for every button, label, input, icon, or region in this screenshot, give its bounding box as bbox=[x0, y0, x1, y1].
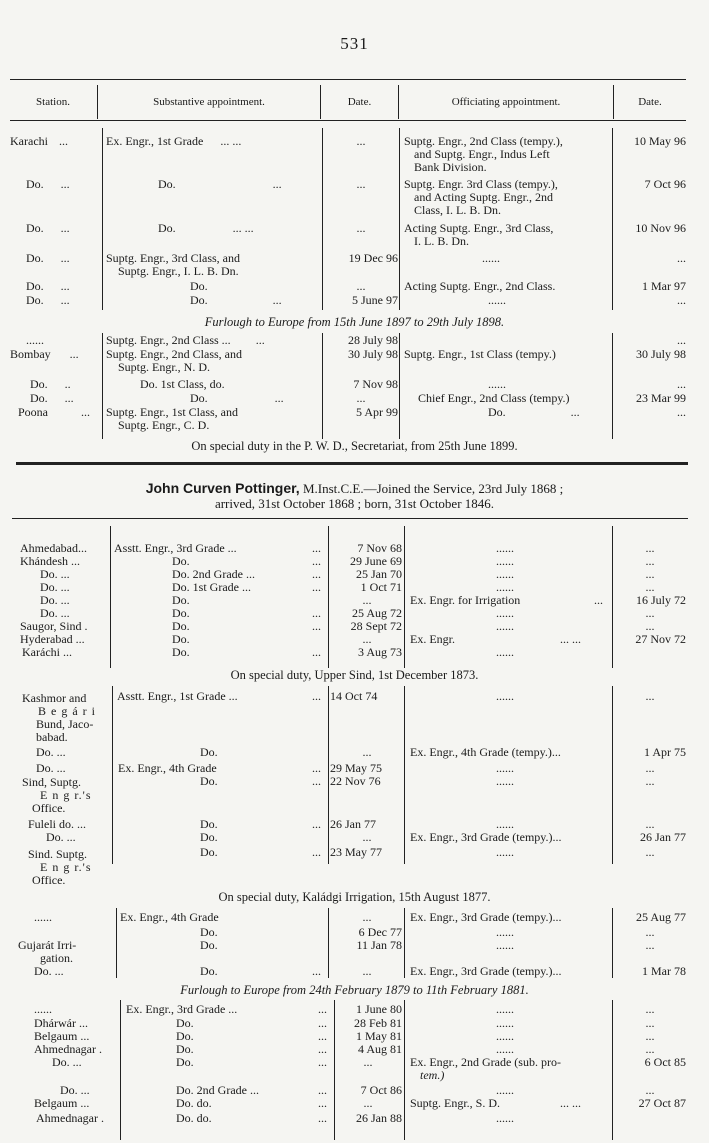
table-row bbox=[0, 1030, 709, 1042]
station-cell: ...... bbox=[34, 910, 52, 924]
date-cell: 11 Jan 78 bbox=[356, 938, 402, 952]
officiating-cell: ...... bbox=[496, 925, 514, 939]
dots: ... bbox=[318, 1055, 327, 1069]
table-row bbox=[0, 1003, 709, 1015]
station-cell: Do. ... bbox=[46, 830, 76, 844]
station-cell: Do. ... bbox=[36, 745, 66, 759]
date-cell: ... bbox=[645, 938, 655, 952]
substantive-cell: Do. 1st Grade ... bbox=[172, 580, 251, 594]
station-line: B e g á r i bbox=[38, 704, 96, 718]
officiating-line: I. L. B. Dn. bbox=[414, 234, 469, 248]
date-cell: ... bbox=[645, 1042, 655, 1056]
substantive-cell: Do. bbox=[200, 817, 218, 831]
date-cell: 23 Mar 99 bbox=[636, 391, 686, 405]
date-cell: 16 July 72 bbox=[635, 593, 686, 607]
substantive-cell: Asstt. Engr., 3rd Grade ... bbox=[114, 541, 237, 555]
officiating-line: tem.) bbox=[420, 1068, 445, 1082]
officiating-cell: ...... bbox=[496, 567, 514, 581]
special-duty-note: On special duty, Kaládgi Irrigation, 15th August 1877. bbox=[218, 890, 491, 904]
substantive-line: Suptg. Engr., C. D. bbox=[118, 418, 210, 432]
date-cell: ... bbox=[677, 377, 686, 391]
dots: ... bbox=[312, 580, 321, 594]
date-cell: ... bbox=[645, 606, 655, 620]
date-cell: 5 June 97 bbox=[352, 293, 398, 307]
table-row bbox=[0, 178, 709, 190]
table-row bbox=[0, 1043, 709, 1055]
header-date-1: Date. bbox=[347, 96, 372, 108]
date-cell: ... bbox=[356, 279, 366, 293]
officiating-line: Class, I. L. B. Dn. bbox=[414, 203, 501, 217]
dots: ... bbox=[312, 689, 321, 703]
dots: ... bbox=[318, 1111, 327, 1125]
officiating-line: and Acting Suptg. Engr., 2nd bbox=[414, 190, 553, 204]
date-cell: 5 Apr 99 bbox=[356, 405, 398, 419]
station-line: Bund, Jaco- bbox=[36, 717, 94, 731]
date-cell: 26 Jan 88 bbox=[356, 1111, 402, 1125]
station-cell: Khándesh ... bbox=[20, 554, 80, 568]
dots: ... bbox=[312, 567, 321, 581]
station-cell: Do. ... bbox=[34, 964, 64, 978]
dots: ... bbox=[312, 619, 321, 633]
dots: ... bbox=[594, 593, 603, 607]
date-cell: 10 May 96 bbox=[634, 134, 686, 148]
table-row bbox=[0, 762, 709, 774]
station-cell: Do. ... bbox=[52, 1055, 82, 1069]
officiating-cell: ...... bbox=[496, 554, 514, 568]
table-row bbox=[0, 746, 709, 758]
dots: ... bbox=[312, 774, 321, 788]
date-cell: ... bbox=[362, 830, 372, 844]
substantive-cell: Do. bbox=[172, 606, 190, 620]
special-duty-note: On special duty, Upper Sind, 1st December 1873. bbox=[230, 668, 479, 682]
table-row bbox=[0, 939, 709, 951]
date-cell: ... bbox=[362, 910, 372, 924]
station-line: Office. bbox=[32, 873, 66, 887]
station-line: E n g r.'s bbox=[40, 860, 92, 874]
station-cell: Do. ... bbox=[30, 391, 74, 405]
station-cell: Saugor, Sind . bbox=[20, 619, 88, 633]
station-cell: Do. ... bbox=[26, 221, 70, 235]
station-cell: ...... bbox=[26, 333, 44, 347]
date-cell: 30 July 98 bbox=[635, 347, 686, 361]
date-cell: ... bbox=[356, 391, 366, 405]
substantive-cell: Suptg. Engr., 3rd Class, and bbox=[106, 251, 240, 265]
station-cell: Ahmednagar . bbox=[34, 1042, 102, 1056]
date-cell: 1 Mar 97 bbox=[642, 279, 686, 293]
substantive-cell: Do. bbox=[190, 279, 208, 293]
officiating-cell: ...... bbox=[496, 1029, 514, 1043]
officer-separator bbox=[16, 462, 688, 465]
substantive-cell: Suptg. Engr., 2nd Class ... ... bbox=[106, 333, 265, 347]
officiating-cell: Ex. Engr. bbox=[410, 632, 455, 646]
substantive-cell: Do. bbox=[172, 632, 190, 646]
substantive-cell: Suptg. Engr., 1st Class, and bbox=[106, 405, 239, 419]
table-row bbox=[0, 646, 709, 658]
date-cell: ... bbox=[363, 1096, 373, 1110]
table-row bbox=[0, 620, 709, 632]
date-cell: 6 Oct 85 bbox=[644, 1055, 686, 1069]
header-substantive: Substantive appointment. bbox=[153, 96, 265, 108]
substantive-cell: Do. bbox=[200, 938, 218, 952]
officer-title: M.Inst.C.E.—Joined the Service, 23rd July 1868 ; bbox=[302, 481, 564, 496]
officiating-cell: Suptg. Engr., S. D. bbox=[410, 1096, 501, 1110]
officiating-cell: ...... bbox=[496, 619, 514, 633]
officiating-cell: ...... bbox=[488, 293, 506, 307]
officiating-cell: ...... bbox=[496, 817, 514, 831]
substantive-cell: Do. bbox=[172, 619, 190, 633]
station-cell: Fuleli do. ... bbox=[28, 817, 87, 831]
officiating-cell: ...... bbox=[496, 606, 514, 620]
dots: ... bbox=[312, 554, 321, 568]
table-row bbox=[0, 818, 709, 830]
station-cell: Do. ... bbox=[26, 279, 70, 293]
officiating-line: and Suptg. Engr., Indus Left bbox=[414, 147, 550, 161]
page-number: 531 bbox=[340, 34, 369, 53]
dots: ... bbox=[312, 761, 321, 775]
table-row bbox=[0, 392, 709, 404]
substantive-cell: Ex. Engr., 4th Grade bbox=[120, 910, 219, 924]
officiating-cell: ...... bbox=[488, 377, 506, 391]
station-line: Gujarát Irri- bbox=[18, 938, 77, 952]
officer-heading bbox=[0, 480, 709, 497]
substantive-cell: Do. bbox=[200, 925, 218, 939]
officer-rule bbox=[12, 518, 688, 519]
station-cell: Belgaum ... bbox=[34, 1096, 90, 1110]
officiating-cell: Acting Suptg. Engr., 2nd Class. bbox=[404, 279, 556, 293]
table-row bbox=[0, 581, 709, 593]
table-row bbox=[0, 294, 709, 306]
substantive-line: Suptg. Engr., N. D. bbox=[118, 360, 211, 374]
substantive-cell: Do. bbox=[200, 845, 218, 859]
substantive-cell: Do. bbox=[176, 1042, 194, 1056]
table-row bbox=[0, 280, 709, 292]
officiating-cell: ...... bbox=[496, 1111, 514, 1125]
table-row bbox=[0, 542, 709, 554]
date-cell: ... bbox=[645, 1083, 655, 1097]
date-cell: ... bbox=[645, 554, 655, 568]
dots: ... bbox=[312, 964, 321, 978]
substantive-cell: Do. bbox=[176, 1016, 194, 1030]
table-row bbox=[0, 1084, 709, 1096]
station-cell: Do. ... bbox=[36, 761, 66, 775]
date-cell: 25 Aug 77 bbox=[635, 910, 686, 924]
substantive-cell: Do. bbox=[200, 745, 218, 759]
station-cell: Do. ... bbox=[40, 580, 70, 594]
dots: ... bbox=[318, 1042, 327, 1056]
officiating-cell: ...... bbox=[496, 645, 514, 659]
table-row bbox=[0, 135, 709, 147]
date-cell: ... bbox=[645, 845, 655, 859]
station-line: Office. bbox=[32, 801, 66, 815]
officiating-line: Suptg. Engr., 2nd Class (tempy.), bbox=[404, 134, 563, 148]
substantive-cell: Ex. Engr., 3rd Grade ... bbox=[126, 1002, 238, 1016]
officiating-cell: Ex. Engr., 3rd Grade (tempy.)... bbox=[410, 964, 562, 978]
table-row bbox=[0, 1056, 709, 1068]
date-cell: 27 Nov 72 bbox=[635, 632, 686, 646]
table-row bbox=[0, 607, 709, 619]
date-cell: 19 Dec 96 bbox=[348, 251, 398, 265]
officiating-cell: ...... bbox=[496, 1016, 514, 1030]
station-cell: Do. ... bbox=[40, 593, 70, 607]
officiating-cell: ...... bbox=[496, 541, 514, 555]
substantive-cell: Do. 1st Class, do. bbox=[140, 377, 225, 391]
substantive-cell: Do. ... bbox=[190, 293, 282, 307]
substantive-cell: Do. bbox=[172, 554, 190, 568]
date-cell: ... bbox=[362, 964, 372, 978]
officiating-cell: Ex. Engr., 3rd Grade (tempy.)... bbox=[410, 910, 562, 924]
dots: ... bbox=[312, 606, 321, 620]
date-cell: 4 Aug 81 bbox=[357, 1042, 402, 1056]
officiating-cell: Ex. Engr. for Irrigation bbox=[410, 593, 521, 607]
substantive-cell: Do. bbox=[172, 593, 190, 607]
dots: ... bbox=[318, 1016, 327, 1030]
date-cell: ... bbox=[356, 221, 366, 235]
substantive-cell: Suptg. Engr., 2nd Class, and bbox=[106, 347, 243, 361]
station-cell: Do. ... bbox=[26, 177, 70, 191]
date-cell: ... bbox=[677, 293, 686, 307]
dots: ... ... bbox=[560, 1096, 581, 1110]
date-cell: ... bbox=[645, 689, 655, 703]
table-row bbox=[0, 845, 709, 861]
substantive-cell: Do. bbox=[200, 774, 218, 788]
substantive-cell: Asstt. Engr., 1st Grade ... bbox=[117, 689, 238, 703]
officiating-cell: Do. ... bbox=[488, 405, 580, 419]
dots: ... bbox=[318, 1029, 327, 1043]
station-cell: Hyderabad ... bbox=[20, 632, 85, 646]
date-cell: ... bbox=[645, 619, 655, 633]
officiating-cell: ...... bbox=[496, 689, 514, 703]
date-cell: 29 May 75 bbox=[330, 761, 382, 775]
dots: ... bbox=[318, 1096, 327, 1110]
officiating-cell: ...... bbox=[496, 938, 514, 952]
dots: ... bbox=[312, 817, 321, 831]
date-cell: ... bbox=[645, 541, 655, 555]
substantive-cell: Do. ... bbox=[190, 391, 284, 405]
date-cell: 14 Oct 74 bbox=[330, 689, 378, 703]
date-cell: ... bbox=[645, 761, 655, 775]
officiating-cell: ...... bbox=[496, 1042, 514, 1056]
substantive-cell: Ex. Engr., 1st Grade ... ... bbox=[106, 134, 242, 148]
station-cell: Karáchi ... bbox=[22, 645, 72, 659]
officer-name: John Curven Pottinger, bbox=[145, 480, 300, 496]
date-cell: 30 July 98 bbox=[347, 347, 398, 361]
date-cell: 29 June 69 bbox=[350, 554, 402, 568]
station-cell: Do. ... bbox=[40, 606, 70, 620]
substantive-cell: Do. ... ... bbox=[158, 221, 254, 235]
date-cell: ... bbox=[677, 405, 686, 419]
table-row bbox=[0, 911, 709, 923]
date-cell: 26 Jan 77 bbox=[330, 817, 376, 831]
station-line: Kashmor and bbox=[22, 691, 87, 705]
station-cell: Ahmednagar . bbox=[36, 1111, 104, 1125]
officiating-cell: ...... bbox=[496, 774, 514, 788]
dots: ... bbox=[318, 1083, 327, 1097]
table-row bbox=[0, 222, 709, 234]
table-row bbox=[0, 252, 709, 264]
table-row bbox=[0, 334, 709, 346]
date-cell: ... bbox=[362, 632, 372, 646]
substantive-cell: Do. bbox=[172, 645, 190, 659]
station-cell: Do. ... bbox=[26, 293, 70, 307]
station-cell: Poona ... bbox=[18, 405, 90, 419]
station-cell: ...... bbox=[34, 1002, 52, 1016]
substantive-cell: Do. bbox=[200, 830, 218, 844]
date-cell: 7 Nov 98 bbox=[353, 377, 398, 391]
station-line: E n g r.'s bbox=[40, 788, 92, 802]
table-row bbox=[0, 1112, 709, 1124]
table-row bbox=[0, 348, 709, 360]
substantive-cell: Do. bbox=[176, 1055, 194, 1069]
header-station: Station. bbox=[36, 96, 70, 108]
officiating-cell: ...... bbox=[496, 845, 514, 859]
header-bottom-rule bbox=[10, 120, 686, 121]
station-line: babad. bbox=[36, 730, 68, 744]
officiating-cell: ...... bbox=[496, 1083, 514, 1097]
table-row bbox=[0, 926, 709, 938]
date-cell: ... bbox=[677, 251, 686, 265]
date-cell: 25 Jan 70 bbox=[356, 567, 402, 581]
furlough-note: Furlough to Europe from 15th June 1897 to 29th July 1898. bbox=[204, 315, 505, 329]
substantive-cell: Ex. Engr., 4th Grade bbox=[118, 761, 217, 775]
furlough-note: Furlough to Europe from 24th February 1879 to 11th February 1881. bbox=[180, 983, 529, 997]
station-cell: Bombay ... bbox=[10, 347, 79, 361]
date-cell: ... bbox=[362, 745, 372, 759]
officiating-cell: Chief Engr., 2nd Class (tempy.) bbox=[418, 391, 570, 405]
substantive-cell: Do. bbox=[200, 964, 218, 978]
station-cell: Belgaum ... bbox=[34, 1029, 90, 1043]
station-cell: Do. .. bbox=[30, 377, 71, 391]
table-row bbox=[0, 555, 709, 567]
date-cell: 1 Apr 75 bbox=[644, 745, 686, 759]
substantive-cell: Do. 2nd Grade ... bbox=[176, 1083, 259, 1097]
date-cell: 7 Nov 68 bbox=[357, 541, 402, 555]
date-cell: 6 Dec 77 bbox=[358, 925, 402, 939]
dots: ... bbox=[312, 845, 321, 859]
date-cell: 23 May 77 bbox=[330, 845, 382, 859]
table-row bbox=[0, 775, 709, 787]
station-line: gation. bbox=[40, 951, 73, 965]
date-cell: 1 May 81 bbox=[356, 1029, 402, 1043]
table-row bbox=[0, 831, 709, 843]
table-row bbox=[0, 1017, 709, 1029]
date-cell: 3 Aug 73 bbox=[357, 645, 402, 659]
date-cell: 22 Nov 76 bbox=[330, 774, 381, 788]
dots: ... bbox=[312, 541, 321, 555]
substantive-cell: Do. 2nd Grade ... bbox=[172, 567, 255, 581]
station-cell: Do. ... bbox=[26, 251, 70, 265]
header-top-rule bbox=[10, 79, 686, 80]
date-cell: ... bbox=[645, 1029, 655, 1043]
officiating-line: Suptg. Engr. 3rd Class (tempy.), bbox=[404, 177, 558, 191]
date-cell: ... bbox=[645, 580, 655, 594]
station-line: Sind. Suptg. bbox=[28, 847, 88, 861]
substantive-cell: Do. ... bbox=[158, 177, 282, 191]
officiating-cell: Ex. Engr., 3rd Grade (tempy.)... bbox=[410, 830, 562, 844]
date-cell: ... bbox=[362, 593, 372, 607]
dots: ... ... bbox=[560, 632, 581, 646]
header-date-2: Date. bbox=[638, 96, 662, 108]
officer-heading-line2: arrived, 31st October 1868 ; born, 31st October 1846. bbox=[214, 496, 495, 511]
station-cell: Do. ... bbox=[60, 1083, 90, 1097]
station-cell: Karachi ... bbox=[10, 134, 68, 148]
date-cell: 25 Aug 72 bbox=[351, 606, 402, 620]
date-cell: ... bbox=[356, 177, 366, 191]
date-cell: 10 Nov 96 bbox=[635, 221, 686, 235]
officiating-cell: Suptg. Engr., 1st Class (tempy.) bbox=[404, 347, 556, 361]
special-duty-note: On special duty in the P. W. D., Secretariat, from 25th June 1899. bbox=[191, 439, 518, 453]
date-cell: 1 June 80 bbox=[356, 1002, 402, 1016]
substantive-line: Suptg. Engr., I. L. B. Dn. bbox=[118, 264, 239, 278]
date-cell: ... bbox=[645, 817, 655, 831]
officiating-cell: ...... bbox=[496, 580, 514, 594]
table-row bbox=[0, 633, 709, 645]
dots: ... bbox=[312, 645, 321, 659]
dots: ... bbox=[318, 1002, 327, 1016]
date-cell: 28 Feb 81 bbox=[354, 1016, 402, 1030]
station-cell: Dhárwár ... bbox=[34, 1016, 88, 1030]
date-cell: 27 Oct 87 bbox=[638, 1096, 686, 1110]
date-cell: 26 Jan 77 bbox=[640, 830, 686, 844]
table-row bbox=[0, 378, 709, 390]
table-row bbox=[0, 594, 709, 606]
date-cell: ... bbox=[645, 1002, 655, 1016]
date-cell: 28 Sept 72 bbox=[350, 619, 402, 633]
date-cell: ... bbox=[645, 1016, 655, 1030]
date-cell: ... bbox=[677, 333, 686, 347]
table-row bbox=[0, 1097, 709, 1109]
station-line: Sind, Suptg. bbox=[22, 775, 82, 789]
substantive-cell: Do. do. bbox=[176, 1111, 212, 1125]
date-cell: ... bbox=[645, 774, 655, 788]
table-row bbox=[0, 965, 709, 977]
station-cell: Ahmedabad... bbox=[20, 541, 87, 555]
date-cell: ... bbox=[363, 1055, 373, 1069]
officiating-line: Acting Suptg. Engr., 3rd Class, bbox=[404, 221, 554, 235]
officiating-cell: ...... bbox=[496, 1002, 514, 1016]
officiating-cell: ...... bbox=[496, 761, 514, 775]
date-cell: 28 July 98 bbox=[347, 333, 398, 347]
substantive-cell: Do. bbox=[176, 1029, 194, 1043]
date-cell: 7 Oct 96 bbox=[644, 177, 686, 191]
date-cell: ... bbox=[645, 567, 655, 581]
table-row bbox=[0, 689, 709, 705]
table-row bbox=[0, 406, 709, 418]
header-officiating: Officiating appointment. bbox=[451, 96, 561, 108]
substantive-cell: Do. do. bbox=[176, 1096, 212, 1110]
date-cell: 7 Oct 86 bbox=[360, 1083, 402, 1097]
officiating-cell: Ex. Engr., 4th Grade (tempy.)... bbox=[410, 745, 561, 759]
officiating-cell: ...... bbox=[482, 251, 500, 265]
station-cell: Do. ... bbox=[40, 567, 70, 581]
officiating-cell: Ex. Engr., 2nd Grade (sub. pro- bbox=[410, 1055, 561, 1069]
officiating-line: Bank Division. bbox=[414, 160, 487, 174]
date-cell: ... bbox=[645, 925, 655, 939]
table-row bbox=[0, 568, 709, 580]
date-cell: 1 Oct 71 bbox=[360, 580, 402, 594]
date-cell: ... bbox=[356, 134, 366, 148]
date-cell: 1 Mar 78 bbox=[642, 964, 686, 978]
